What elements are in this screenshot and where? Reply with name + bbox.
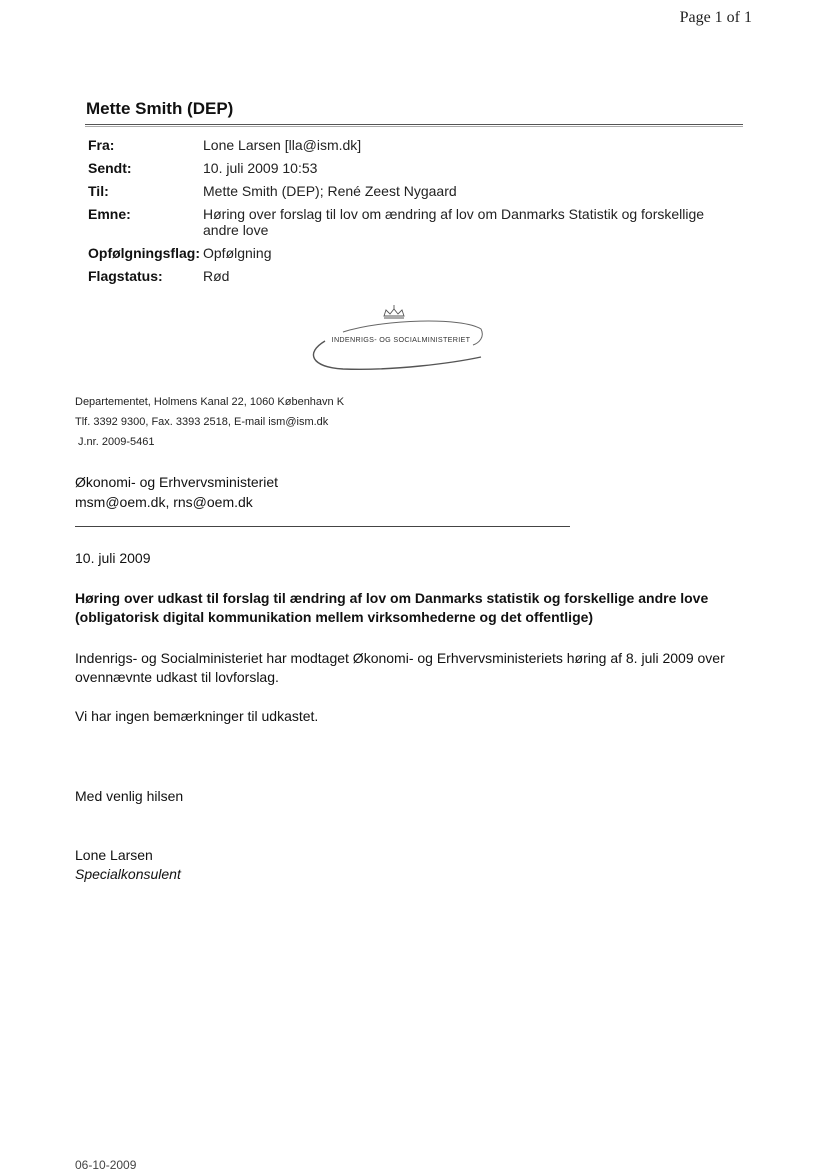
- letter-date: 10. juli 2009: [75, 550, 151, 566]
- field-flag-status: [88, 268, 728, 284]
- letterhead-address: Departementet, Holmens Kanal 22, 1060 København K: [75, 396, 345, 408]
- footer-date-stub: 06-10-2009: [75, 1158, 137, 1169]
- field-sent: [88, 160, 728, 176]
- closing: Med venlig hilsen: [75, 788, 184, 804]
- field-value: Lone Larsen [lla@ism.dk]: [203, 137, 362, 153]
- recipient-divider: [75, 526, 570, 527]
- field-from: [88, 137, 728, 153]
- field-value: Mette Smith (DEP); René Zeest Nygaard: [203, 183, 457, 199]
- field-value: Rød: [203, 268, 230, 284]
- email-header-fields: [88, 137, 728, 291]
- logo-text: INDENRIGS- OG SOCIALMINISTERIET: [331, 335, 471, 344]
- letter-subject: Høring over udkast til forslag til ændring af lov om Danmarks statistik og forskellige andre love (obligatorisk digital kommunikation mellem virksomhederne og det offentlige): [75, 590, 709, 625]
- ministry-logo: [303, 301, 485, 373]
- field-label: Flagstatus:: [88, 268, 163, 284]
- signer-name: Lone Larsen: [75, 847, 153, 863]
- letter-paragraph: Vi har ingen bemærkninger til udkastet.: [75, 708, 319, 724]
- logo-swoosh-bottom: [313, 341, 481, 369]
- page-number: Page 1 of 1: [679, 9, 752, 26]
- field-to: [88, 183, 728, 199]
- field-subject: [88, 206, 728, 238]
- field-label: Fra:: [88, 137, 115, 153]
- recipient-org: Økonomi- og Erhvervsministeriet: [75, 474, 279, 490]
- field-label: Emne:: [88, 206, 131, 222]
- field-value: Opfølgning: [203, 245, 272, 261]
- field-followup-flag: [88, 245, 728, 261]
- field-label: Sendt:: [88, 160, 132, 176]
- field-label: Til:: [88, 183, 109, 199]
- recipient-emails: msm@oem.dk, rns@oem.dk: [75, 494, 253, 510]
- header-divider: [85, 124, 743, 127]
- field-label: Opfølgningsflag:: [88, 245, 200, 261]
- letterhead-contact: Tlf. 3392 9300, Fax. 3393 2518, E-mail ism@ism.dk: [75, 416, 329, 428]
- email-sender-title: Mette Smith (DEP): [86, 99, 234, 118]
- signer-title: Specialkonsulent: [75, 866, 181, 882]
- field-value: 10. juli 2009 10:53: [203, 160, 318, 176]
- field-value: Høring over forslag til lov om ændring af lov om Danmarks Statistik og forskellige andre love: [203, 206, 705, 238]
- letter-paragraph: Indenrigs- og Socialministeriet har modtaget Økonomi- og Erhvervsministeriets høring af 8. juli 2009 over ovennævnte udkast til lovforslag.: [75, 650, 725, 685]
- journal-number: J.nr. 2009-5461: [78, 436, 155, 448]
- crown-icon: [384, 305, 404, 318]
